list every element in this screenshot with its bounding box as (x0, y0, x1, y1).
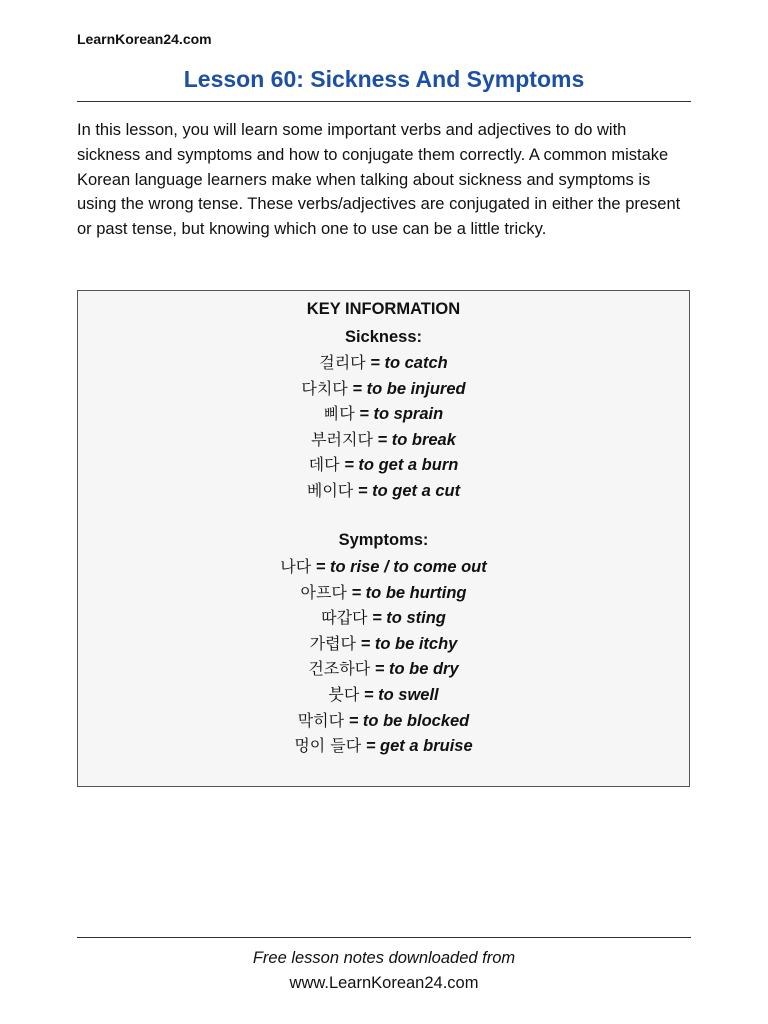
sickness-item (78, 452, 689, 478)
english-meaning: = to sting (372, 609, 446, 628)
symptom-item (78, 631, 689, 657)
page-title: Lesson 60: Sickness And Symptoms (183, 66, 585, 92)
footer-divider (77, 937, 691, 938)
sickness-list (78, 350, 689, 504)
key-information-box (77, 290, 690, 787)
symptom-item (78, 580, 689, 606)
english-meaning: = to be dry (374, 660, 459, 679)
korean-word: 나다 (280, 557, 312, 576)
korean-word: 붓다 (328, 684, 360, 704)
korean-word: 걸리다 (319, 353, 366, 372)
symptom-item (78, 708, 689, 734)
symptom-item (78, 605, 689, 631)
key-information-heading: KEY INFORMATION (306, 300, 461, 318)
sickness-item (78, 427, 689, 453)
korean-word: 다치다 (301, 378, 348, 398)
english-meaning: = to catch (370, 354, 448, 372)
korean-word: 멍이 들다 (294, 736, 362, 756)
english-meaning: = to break (377, 430, 456, 449)
english-meaning: = get a bruise (365, 737, 473, 756)
footer-website: www.LearnKorean24.com (289, 974, 479, 992)
korean-word: 베이다 (306, 480, 354, 500)
symptom-item (78, 554, 689, 580)
sickness-item (78, 401, 689, 427)
english-meaning: = to swell (363, 685, 439, 704)
korean-word: 건조하다 (308, 659, 371, 679)
intro-paragraph: In this lesson, you will learn some important verbs and adjectives to do with sickness and symptoms and how to conjugate them correctly. A common mistake Korean language learners make when talking about sickness and symptoms is using the wrong tense. These verbs/adjectives are conjugated in either the present or past tense, but knowing which one to use can be a little tricky. (77, 121, 681, 239)
title-divider (77, 101, 691, 102)
korean-word: 아프다 (300, 582, 347, 602)
english-meaning: = to get a cut (357, 481, 461, 500)
korean-word: 삐다 (323, 404, 355, 424)
english-meaning: = to be injured (352, 379, 466, 398)
sickness-item (78, 350, 689, 376)
english-meaning: = to be blocked (348, 711, 470, 730)
english-meaning: = to rise / to come out (315, 558, 487, 576)
english-meaning: = to get a burn (344, 456, 459, 475)
korean-word: 가렵다 (309, 633, 357, 653)
site-name: LearnKorean24.com (77, 31, 212, 47)
symptom-item (78, 682, 689, 708)
korean-word: 막히다 (297, 710, 345, 730)
english-meaning: = to be itchy (360, 634, 458, 653)
symptoms-list (78, 554, 689, 759)
korean-word: 부러지다 (311, 429, 373, 449)
sickness-item (78, 478, 689, 504)
sickness-item (78, 376, 689, 402)
korean-word: 데다 (308, 455, 340, 475)
sickness-section-title: Sickness: (344, 328, 423, 346)
english-meaning: = to sprain (359, 405, 444, 424)
symptoms-section-title: Symptoms: (338, 531, 429, 549)
symptom-item (78, 656, 689, 682)
symptom-item (78, 733, 689, 759)
footer-note: Free lesson notes downloaded from (252, 949, 516, 967)
english-meaning: = to be hurting (351, 583, 467, 602)
korean-word: 따갑다 (321, 608, 368, 628)
